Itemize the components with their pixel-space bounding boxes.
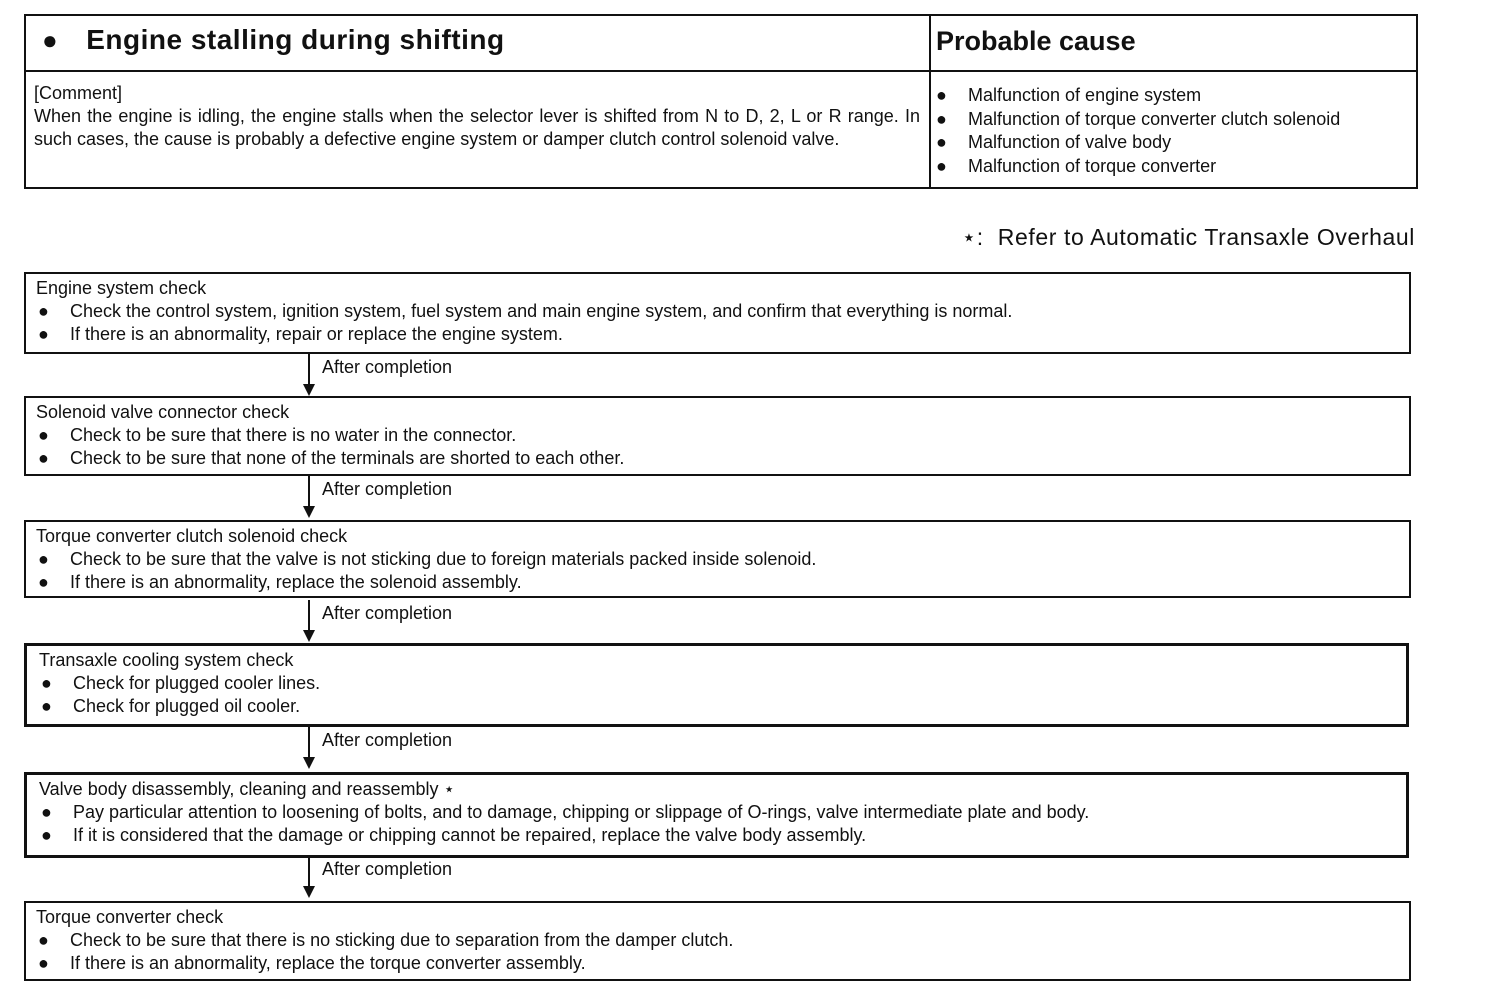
cause-text: Malfunction of torque converter clutch solenoid	[968, 108, 1341, 129]
probable-cause-heading: Probable cause	[936, 26, 1136, 56]
step-item-text: Check to be sure that none of the terminals are shorted to each other.	[70, 448, 625, 468]
connector-label: After completion	[322, 357, 453, 377]
table-column-divider	[929, 16, 931, 187]
step-item	[36, 323, 1399, 346]
step-solenoid-valve-connector-check	[24, 396, 1411, 476]
bullet-dot: ●	[38, 301, 49, 321]
connector-label: After completion	[322, 479, 453, 499]
symptom-title	[42, 24, 505, 56]
bullet-dot: ●	[936, 85, 947, 105]
step-item-text: If it is considered that the damage or chipping cannot be repaired, replace the valve body assembly.	[73, 825, 867, 845]
cause-text: Malfunction of engine system	[968, 85, 1202, 105]
step-item-text: Check to be sure that there is no sticking due to separation from the damper clutch.	[70, 930, 734, 950]
overhaul-reference-note	[962, 224, 1415, 251]
flow-connector	[300, 600, 500, 644]
step-items	[36, 424, 1399, 470]
bullet-dot: ●	[41, 673, 52, 693]
bullet-dot: ●	[936, 108, 947, 129]
step-items	[36, 929, 1399, 975]
cause-text: Malfunction of torque converter	[968, 155, 1217, 176]
step-item	[36, 548, 1399, 571]
symptom-table	[24, 14, 1418, 189]
step-item-text: Check for plugged cooler lines.	[73, 673, 321, 693]
cause-item	[932, 108, 1340, 132]
step-valve-body-disassembly	[24, 772, 1409, 858]
step-item	[36, 952, 1399, 975]
connector-label: After completion	[322, 603, 453, 623]
arrow-down-icon	[303, 757, 315, 769]
cause-item	[932, 131, 1340, 155]
flow-connector	[300, 856, 500, 900]
step-item-text: If there is an abnormality, repair or replace the engine system.	[70, 324, 563, 344]
step-item-text: Check for plugged oil cooler.	[73, 696, 301, 716]
bullet-dot: ●	[936, 155, 947, 176]
step-item	[39, 801, 1396, 824]
step-item-text: If there is an abnormality, replace the torque converter assembly.	[70, 953, 586, 973]
step-items	[39, 672, 1396, 718]
flow-connector	[300, 354, 500, 398]
step-title: Valve body disassembly, cleaning and reassembly ⋆	[39, 779, 455, 799]
bullet-dot: ●	[41, 802, 52, 822]
title-bullet: ●	[42, 25, 59, 55]
arrow-down-icon	[303, 630, 315, 642]
connector-line	[308, 856, 310, 890]
cause-text: Malfunction of valve body	[968, 132, 1172, 152]
connector-line	[308, 354, 310, 388]
step-item	[39, 695, 1396, 718]
step-item-text: Check to be sure that the valve is not sticking due to foreign materials packed inside solenoid.	[70, 549, 817, 569]
bullet-dot: ●	[38, 549, 49, 569]
bullet-dot: ●	[41, 825, 52, 845]
step-torque-converter-check	[24, 901, 1411, 981]
connector-line	[308, 727, 310, 761]
comment-text: When the engine is idling, the engine stalls when the selector lever is shifted from N to D, 2, L or R range. In such cases, the cause is probably a defective engine system or damper clutch control solenoid valve.	[34, 106, 920, 149]
comment-block	[34, 82, 920, 151]
step-title: Engine system check	[36, 278, 207, 298]
bullet-dot: ●	[41, 696, 52, 716]
step-item	[36, 447, 1399, 470]
step-item-text: If there is an abnormality, replace the solenoid assembly.	[70, 572, 522, 592]
step-item	[36, 929, 1399, 952]
step-items	[36, 300, 1399, 346]
cause-item	[932, 155, 1340, 179]
step-item	[36, 300, 1399, 323]
step-torque-converter-clutch-solenoid-check	[24, 520, 1411, 598]
bullet-dot: ●	[38, 448, 49, 468]
connector-label: After completion	[322, 730, 453, 750]
step-engine-system-check	[24, 272, 1411, 354]
flow-connector	[300, 476, 500, 520]
step-item	[39, 672, 1396, 695]
bullet-dot: ●	[38, 930, 49, 950]
step-title: Torque converter clutch solenoid check	[36, 526, 348, 546]
step-item-text: Check to be sure that there is no water in the connector.	[70, 425, 517, 445]
arrow-down-icon	[303, 506, 315, 518]
connector-line	[308, 476, 310, 510]
arrow-down-icon	[303, 886, 315, 898]
probable-cause-list	[932, 84, 1340, 178]
flow-connector	[300, 727, 500, 771]
bullet-dot: ●	[38, 953, 49, 973]
bullet-dot: ●	[936, 132, 947, 152]
connector-label: After completion	[322, 859, 453, 879]
reference-text: Refer to Automatic Transaxle Overhaul	[997, 224, 1415, 250]
step-items	[36, 548, 1399, 594]
step-item	[39, 824, 1396, 847]
step-items	[39, 801, 1396, 847]
step-item-text: Pay particular attention to loosening of bolts, and to damage, chipping or slippage of O-rings, valve intermediate plate and body.	[73, 802, 1090, 822]
arrow-down-icon	[303, 384, 315, 396]
step-item-text: Check the control system, ignition system, fuel system and main engine system, and confirm that everything is normal.	[70, 301, 1013, 321]
bullet-dot: ●	[38, 324, 49, 344]
step-item	[36, 571, 1399, 594]
star-marker: ⋆:	[961, 224, 984, 250]
bullet-dot: ●	[38, 572, 49, 592]
symptom-title-text: Engine stalling during shifting	[86, 24, 505, 55]
step-item	[36, 424, 1399, 447]
table-row-divider	[26, 70, 1416, 72]
cause-item	[932, 84, 1340, 108]
step-title: Torque converter check	[36, 907, 224, 927]
step-title: Solenoid valve connector check	[36, 402, 290, 422]
connector-line	[308, 600, 310, 634]
comment-label: [Comment]	[34, 83, 123, 103]
step-title: Transaxle cooling system check	[39, 650, 294, 670]
bullet-dot: ●	[38, 425, 49, 445]
step-transaxle-cooling-system-check	[24, 643, 1409, 727]
